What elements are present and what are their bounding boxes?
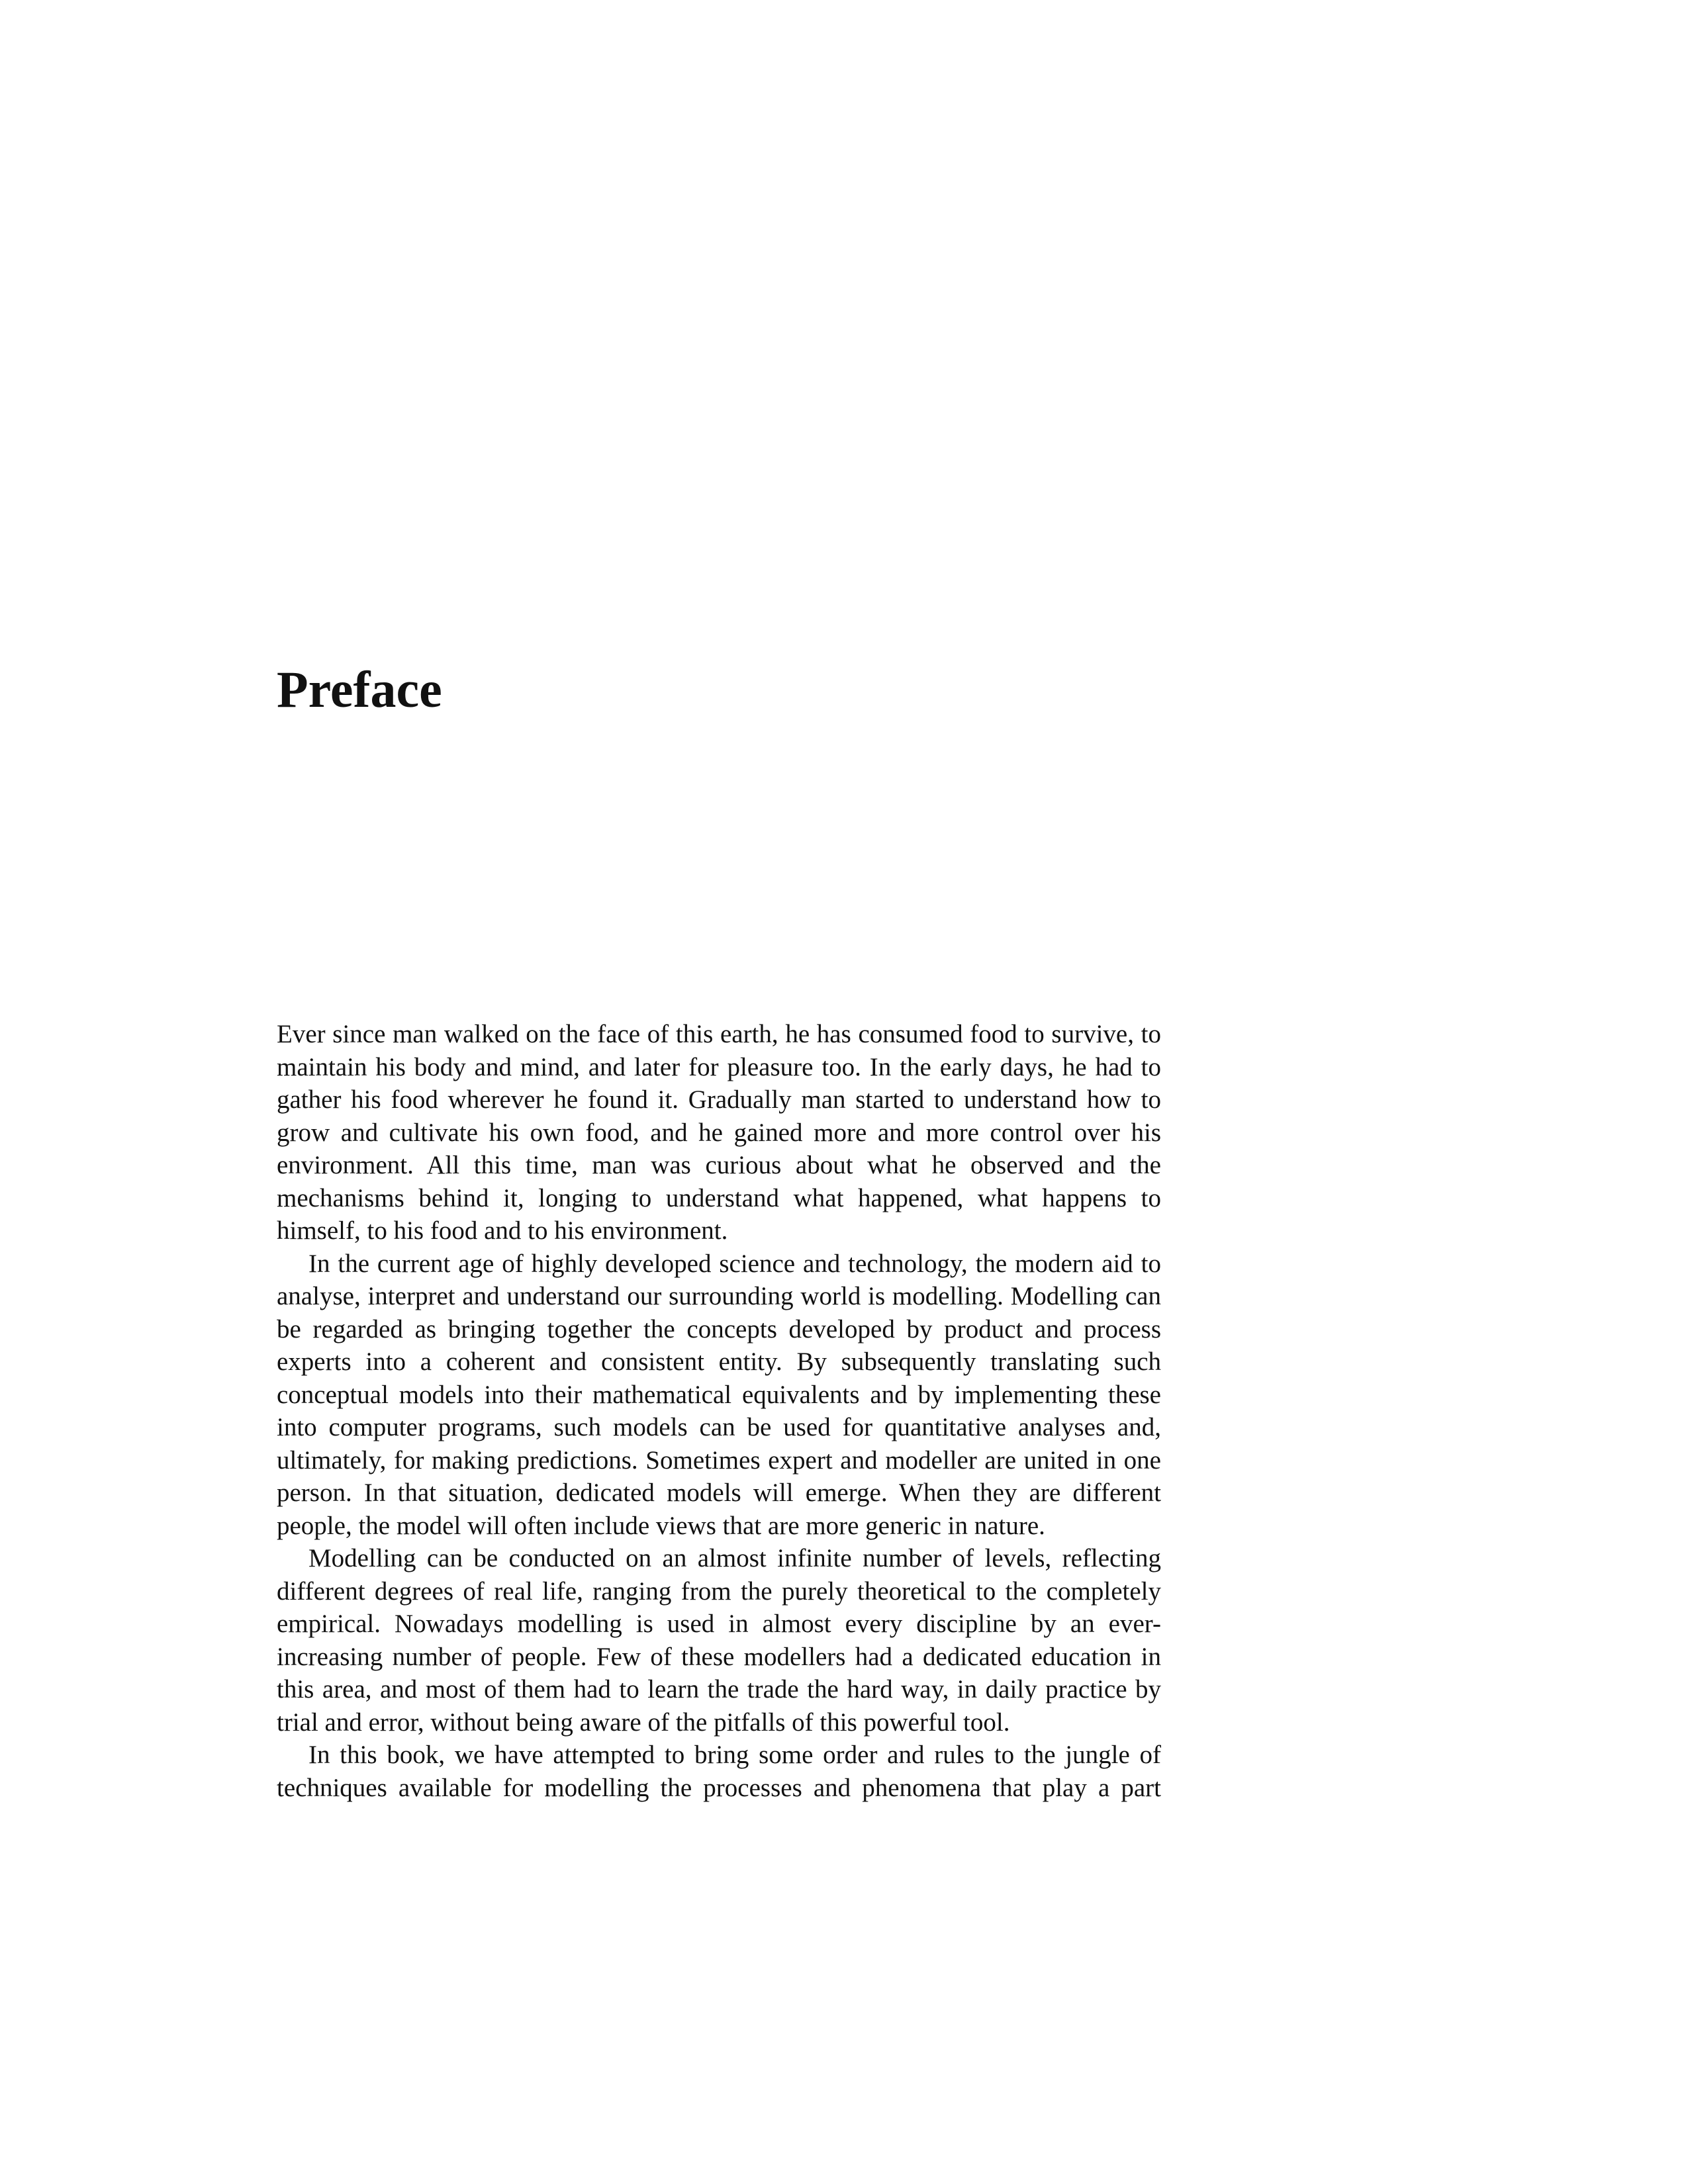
paragraph: In the current age of highly developed science and technology, the modern aid to analyse, interpret and understand our surrounding world is modelling. Modelling can be regarded as bringing together the concepts developed by product and process experts into a coherent and consistent entity. By subsequently translating such conceptual models into their mathematical equivalents and by implementing these into computer programs, such models can be used for quantitative analyses and, ultimately, for making predictions. Sometimes expert and modeller are united in one person. In that situation, dedicated models will emerge. When they are different people, the model will often include views that are more generic in nature. — [277, 1249, 1161, 1540]
paragraph: Modelling can be conducted on an almost infinite number of levels, reflecting different degrees of real life, ranging from the purely theoretical to the completely empirical. Nowadays modelling is used in almost every discipline by an ever-increasing number of people. Few of these modellers had a dedicated education in this area, and most of them had to learn the trade the hard way, in daily practice by trial and error, without being aware of the pitfalls of this powerful tool. — [277, 1544, 1161, 1737]
chapter-title: Preface — [277, 660, 442, 718]
preface-body — [277, 1018, 1161, 1804]
paragraph: In this book, we have attempted to bring some order and rules to the jungle of techniques available for modelling the processes and phenomena that play a part — [277, 1741, 1161, 1802]
paragraph: Ever since man walked on the face of this earth, he has consumed food to survive, to maintain his body and mind, and later for pleasure too. In the early days, he had to gather his food wherever he found it. Gradually man started to understand how to grow and cultivate his own food, and he gained more and more control over his environment. All this time, man was curious about what he observed and the mechanisms behind it, longing to understand what happened, what happens to himself, to his food and to his environment. — [277, 1020, 1161, 1245]
